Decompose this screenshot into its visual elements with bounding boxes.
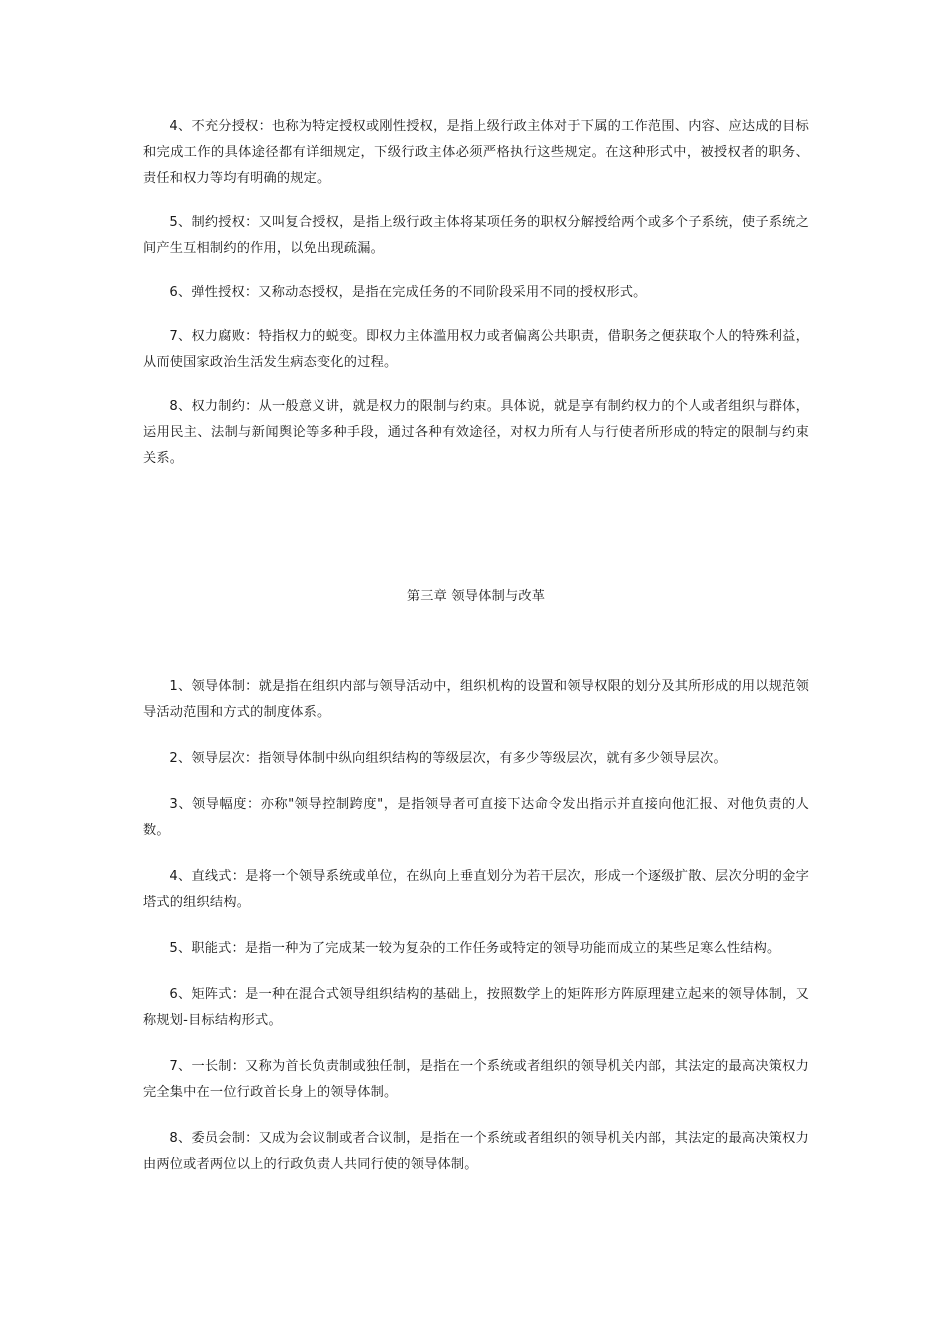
paragraph-leadership-level: 2、领导层次：指领导体制中纵向组织结构的等级层次，有多少等级层次，就有多少领导层次。 [169, 751, 727, 766]
paragraph-insufficient-authorization: 4、不充分授权：也称为特定授权或刚性授权，是指上级行政主体对于下属的工作范围、内容、应达成的目标和完成工作的具体途径都有详细规定，下级行政主体必须严格执行这些规定。在这种形式中，被授权者的职务、责任和权力等均有明确的规定。 [143, 119, 809, 186]
paragraph-functional-structure: 5、职能式：是指一种为了完成某一较为复杂的工作任务或特定的领导功能而成立的某些足寒么性结构。 [169, 941, 781, 956]
chapter-title: 第三章 领导体制与改革 [406, 589, 546, 604]
paragraph-matrix-structure: 6、矩阵式：是一种在混合式领导组织结构的基础上，按照数学上的矩阵形方阵原理建立起来的领导体制，又称规划-目标结构形式。 [143, 987, 809, 1028]
paragraph-single-head-system: 7、一长制：又称为首长负责制或独任制，是指在一个系统或者组织的领导机关内部，其法定的最高决策权力完全集中在一位行政首长身上的领导体制。 [143, 1059, 809, 1100]
paragraph-leadership-system: 1、领导体制：就是指在组织内部与领导活动中，组织机构的设置和领导权限的划分及其所形成的用以规范领导活动范围和方式的制度体系。 [143, 679, 809, 720]
paragraph-power-corruption: 7、权力腐败：特指权力的蜕变。即权力主体滥用权力或者偏离公共职责，借职务之便获取个人的特殊利益，从而使国家政治生活发生病态变化的过程。 [143, 329, 809, 370]
paragraph-power-restriction: 8、权力制约：从一般意义讲，就是权力的限制与约束。具体说，就是享有制约权力的个人或者组织与群体，运用民主、法制与新闻舆论等多种手段，通过各种有效途径，对权力所有人与行使者所形成的特定的限制与约束关系。 [143, 399, 809, 466]
document-page [143, 114, 809, 1178]
paragraph-restricted-authorization: 5、制约授权：又叫复合授权，是指上级行政主体将某项任务的职权分解授给两个或多个子系统，使子系统之间产生互相制约的作用，以免出现疏漏。 [143, 215, 809, 256]
paragraph-flexible-authorization: 6、弹性授权：又称动态授权，是指在完成任务的不同阶段采用不同的授权形式。 [169, 285, 647, 300]
paragraph-line-structure: 4、直线式：是将一个领导系统或单位，在纵向上垂直划分为若干层次，形成一个逐级扩散、层次分明的金字塔式的组织结构。 [143, 869, 809, 910]
paragraph-leadership-span: 3、领导幅度：亦称"领导控制跨度"，是指领导者可直接下达命令发出指示并直接向他汇报、对他负责的人数。 [143, 797, 809, 838]
paragraph-committee-system: 8、委员会制：又成为会议制或者合议制，是指在一个系统或者组织的领导机关内部，其法定的最高决策权力由两位或者两位以上的行政负责人共同行使的领导体制。 [143, 1131, 809, 1172]
